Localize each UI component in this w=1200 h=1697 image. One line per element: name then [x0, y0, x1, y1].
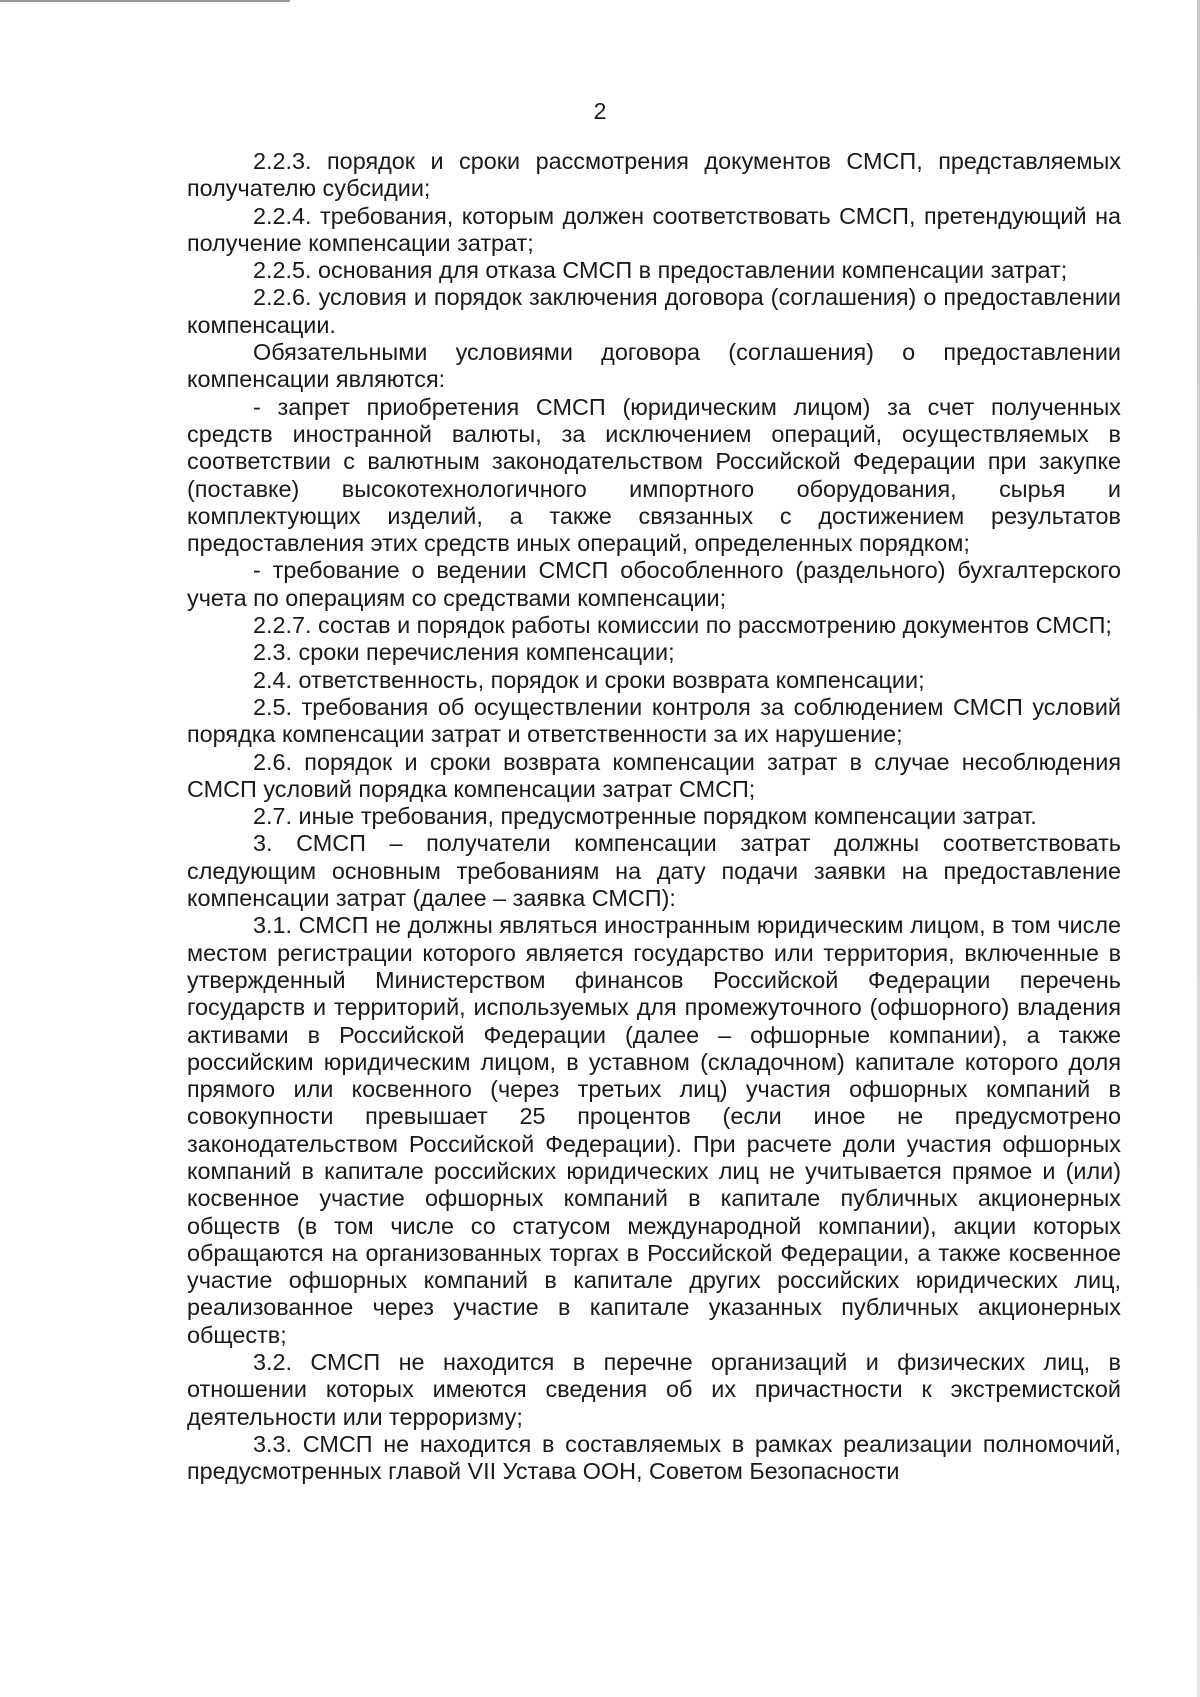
paragraph-2-2-6: 2.2.6. условия и порядок заключения договора (соглашения) о предоставлении компенсации.: [187, 284, 1121, 338]
paragraph-2-2-5: 2.2.5. основания для отказа СМСП в предоставлении компенсации затрат;: [253, 257, 1068, 284]
paragraph-2-3: 2.3. сроки перечисления компенсации;: [253, 639, 675, 666]
paragraph-2-2-4: 2.2.4. требования, которым должен соответствовать СМСП, претендующий на получение компенсации затрат;: [187, 202, 1121, 256]
scan-edge-top: [0, 0, 290, 2]
paragraph-separate-accounting: - требование о ведении СМСП обособленного (раздельного) бухгалтерского учета по операциям со средствами компенсации;: [187, 557, 1121, 611]
paragraph-2-5: 2.5. требования об осуществлении контроля за соблюдением СМСП условий порядка компенсации затрат и ответственности за их нарушение;: [187, 693, 1121, 748]
document-body: [187, 148, 1121, 1486]
paragraph-currency-ban: - запрет приобретения СМСП (юридическим лицом) за счет полученных средств иностранной валюты, за исключением операций, осуществляемых в соответствии с валютным законодательством Российской Федерации при закупке (поставке) высокотехнологичного импортного оборудования, сырья и комплектующих изделий, а также связанных с достижением результатов предоставления этих средств иных операций, определенных порядком;: [187, 393, 1121, 557]
paragraph-2-2-7: 2.2.7. состав и порядок работы комиссии по рассмотрению документов СМСП;: [253, 612, 1112, 639]
paragraph-3-1: 3.1. СМСП не должны являться иностранным юридическим лицом, в том числе местом регистрации которого является государство или территория, включенные в утвержденный Министерством финансов Российской Федерации перечень государств и территорий, используемых для промежуточного (офшорного) владения активами в Российской Федерации (далее – офшорные компании), а также российским юридическим лицом, в уставном (складочном) капитале которого доля прямого или косвенного (через третьих лиц) участия офшорных компаний в совокупности превышает 25 процентов (если иное не предусмотрено законодательством Российской Федерации). При расчете доли участия офшорных компаний в капитале российских юридических лиц не учитывается прямое и (или) косвенное участие офшорных компаний в капитале публичных акционерных обществ (в том числе со статусом международной компании), акции которых обращаются на организованных торгах в Российской Федерации, а также косвенное участие офшорных компаний в капитале других российских юридических лиц, реализованное через участие в капитале указанных публичных акционерных обществ;: [187, 912, 1121, 1348]
page-number: 2: [593, 98, 607, 124]
paragraph-mandatory-conditions: Обязательными условиями договора (соглашения) о предоставлении компенсации являются:: [187, 339, 1121, 393]
paragraph-2-2-3: 2.2.3. порядок и сроки рассмотрения документов СМСП, представляемых получателю субсидии;: [187, 148, 1121, 202]
paragraph-2-6: 2.6. порядок и сроки возврата компенсации затрат в случае несоблюдения СМСП условий порядка компенсации затрат СМСП;: [187, 748, 1121, 802]
paragraph-3-2: 3.2. СМСП не находится в перечне организаций и физических лиц, в отношении которых имеются сведения об их причастности к экстремистской деятельности или терроризму;: [187, 1349, 1121, 1430]
paragraph-3: 3. СМСП – получатели компенсации затрат должны соответствовать следующим основным требованиям на дату подачи заявки на предоставление компенсации затрат (далее – заявка СМСП):: [187, 830, 1121, 912]
paragraph-2-4: 2.4. ответственность, порядок и сроки возврата компенсации;: [253, 666, 925, 693]
paragraph-3-3: 3.3. СМСП не находится в составляемых в рамках реализации полномочий, предусмотренных главой VII Устава ООН, Советом Безопасности: [187, 1430, 1121, 1485]
paragraph-2-7: 2.7. иные требования, предусмотренные порядком компенсации затрат.: [253, 803, 1037, 830]
